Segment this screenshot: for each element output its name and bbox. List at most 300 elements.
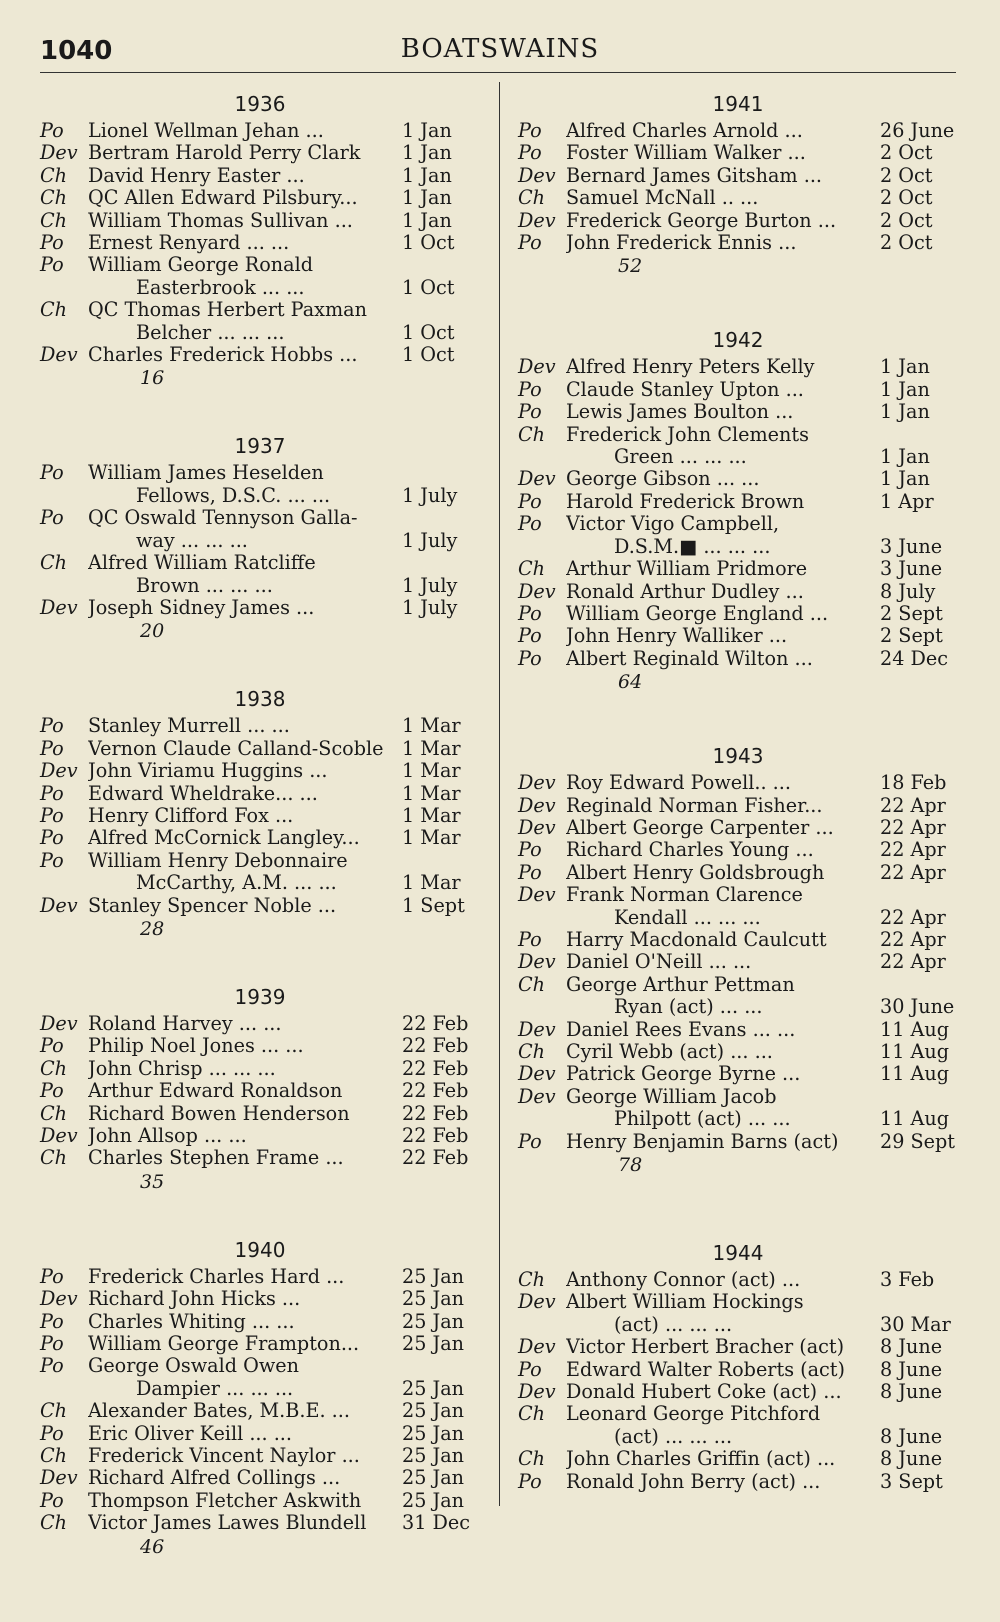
entry-row [40, 1125, 480, 1147]
entry-port: Po [518, 1357, 542, 1381]
year-heading: 1936 [234, 92, 286, 116]
entry-date: 11 Aug [880, 1062, 950, 1086]
entry-port: Dev [40, 343, 78, 367]
entry-date: 22 Apr [880, 838, 946, 862]
entry-port: Ch [40, 1146, 68, 1170]
entry-name: Vernon Claude Calland-Scoble [88, 737, 384, 760]
entry-port: Dev [518, 163, 556, 187]
entry-row [518, 1471, 958, 1493]
entry-row [40, 322, 480, 344]
entry-row [40, 783, 480, 805]
entry-name: (act) ... ... ... [614, 1313, 733, 1336]
entry-date: 3 June [880, 534, 943, 558]
entry-row [518, 974, 958, 996]
entry-row [40, 507, 480, 529]
entry-date: 1 Jan [402, 163, 452, 187]
entry-date: 3 Sept [880, 1469, 943, 1493]
year-section-1937 [40, 434, 480, 643]
entry-row [518, 1086, 958, 1108]
entry-name: way ... ... ... [136, 529, 248, 552]
entry-name: Charles Stephen Frame ... [88, 1147, 344, 1170]
entry-date: 11 Aug [880, 1107, 950, 1131]
entry-row [518, 839, 958, 861]
entry-port: Ch [40, 1444, 68, 1468]
entry-name: Henry Clifford Fox ... [88, 804, 294, 827]
entry-name: Roland Harvey ... ... [88, 1012, 282, 1035]
entry-date: 1 Sept [402, 893, 465, 917]
entry-date: 29 Sept [880, 1129, 956, 1153]
entry-date: 1 Mar [402, 759, 461, 783]
entry-port: Dev [40, 1011, 78, 1035]
entry-date: 22 Feb [402, 1011, 469, 1035]
entry-row [518, 817, 958, 839]
entry-date: 25 Jan [402, 1488, 465, 1512]
entry-row [40, 850, 480, 872]
entry-name: Victor Vigo Campbell, [566, 513, 780, 536]
entry-name: Charles Frederick Hobbs ... [88, 344, 358, 367]
entry-port: Po [518, 927, 542, 951]
entry-date: 1 Jan [880, 445, 930, 469]
entry-port: Dev [518, 771, 556, 795]
entry-row [518, 884, 958, 906]
entry-row [40, 1080, 480, 1102]
entry-port: Po [40, 781, 64, 805]
entry-row [518, 996, 958, 1018]
section-count: 64 [618, 671, 643, 694]
entry-name: Philpott (act) ... ... [614, 1108, 791, 1131]
entry-name: Lionel Wellman Jehan ... [88, 120, 324, 142]
entry-date: 8 June [880, 1335, 943, 1359]
entry-date [402, 254, 480, 276]
entry-port: Ch [40, 186, 68, 210]
entry-date [402, 1355, 480, 1377]
entry-row [518, 1269, 958, 1291]
entry-row [40, 575, 480, 597]
entry-name: Patrick George Byrne ... [566, 1063, 801, 1086]
entry-port: Po [40, 119, 64, 142]
entry-date: 1 Jan [880, 400, 930, 424]
entry-date: 30 June [880, 995, 955, 1019]
entry-row [40, 1266, 480, 1288]
entry-name: Foster William Walker ... [566, 142, 806, 165]
entry-name: QC Allen Edward Pilsbury... [88, 187, 358, 210]
entry-row [40, 120, 480, 142]
entry-date: 2 Oct [880, 208, 933, 232]
entry-port: Ch [518, 972, 546, 996]
entry-name: Edward Walter Roberts (act) [566, 1358, 846, 1381]
entry-row [40, 552, 480, 574]
entry-name: Victor James Lawes Blundell [88, 1512, 367, 1535]
entry-row [518, 625, 958, 647]
entry-row [518, 120, 958, 142]
entry-port: Po [518, 624, 542, 648]
entry-port: Po [518, 646, 542, 670]
section-gap [518, 1177, 958, 1231]
entry-row [518, 772, 958, 794]
entry-port: Po [40, 1332, 64, 1356]
section-gap [40, 643, 480, 677]
entry-port: Po [40, 253, 64, 277]
entry-date: 1 Mar [402, 871, 461, 895]
entry-row [40, 1490, 480, 1512]
entry-row [40, 530, 480, 552]
right-column [518, 82, 958, 1493]
column-divider [499, 82, 500, 1506]
entry-name: John Charles Griffin (act) ... [566, 1448, 836, 1471]
entry-date: 25 Jan [402, 1399, 465, 1423]
entry-row [40, 277, 480, 299]
entry-row [518, 1019, 958, 1041]
entry-name: John Chrisp ... ... ... [88, 1057, 276, 1080]
entry-row [518, 142, 958, 164]
entry-name: QC Oswald Tennyson Galla- [88, 507, 358, 530]
entry-port [40, 872, 88, 894]
entry-date [402, 462, 480, 484]
entry-name: Stanley Murrell ... ... [88, 715, 290, 738]
year-section-1944 [518, 1241, 958, 1493]
entry-date: 31 Dec [402, 1511, 470, 1535]
entry-row [518, 1448, 958, 1470]
section-gap [518, 278, 958, 318]
entry-row [518, 468, 958, 490]
entry-date: 1 Oct [402, 320, 455, 344]
entry-name: Claude Stanley Upton ... [566, 378, 804, 401]
entry-row [40, 597, 480, 619]
entry-row [40, 344, 480, 366]
entry-row [518, 491, 958, 513]
section-gap [518, 694, 958, 734]
entry-port: Po [40, 1421, 64, 1445]
entry-date: 1 July [402, 573, 458, 597]
year-section-1943 [518, 744, 958, 1177]
entry-date [402, 299, 480, 321]
year-heading: 1939 [234, 984, 286, 1009]
entry-name: Edward Wheldrake... ... [88, 782, 318, 805]
year-section-1941 [518, 92, 958, 278]
entry-port: Po [40, 1309, 64, 1333]
entry-row [40, 805, 480, 827]
entry-row [518, 356, 958, 378]
entry-port [518, 907, 566, 929]
entry-port: Dev [40, 893, 78, 917]
entry-port: Dev [518, 793, 556, 817]
entry-name: Henry Benjamin Barns (act) [566, 1130, 839, 1153]
section-count: 78 [618, 1154, 643, 1177]
entry-name: Roy Edward Powell.. ... [566, 772, 791, 795]
entry-row [40, 299, 480, 321]
entry-port: Ch [40, 551, 68, 575]
entry-row [518, 187, 958, 209]
entry-row [518, 862, 958, 884]
entry-name: Albert William Hockings [566, 1291, 804, 1314]
entry-port: Dev [518, 1084, 556, 1108]
entry-date: 18 Feb [880, 771, 947, 795]
section-count: 16 [140, 367, 165, 390]
entry-date: 1 Mar [402, 803, 461, 827]
entry-date: 1 Jan [402, 208, 452, 232]
entry-port: Dev [40, 595, 78, 619]
year-section-1936 [40, 92, 480, 390]
entry-row [40, 1512, 480, 1534]
entry-name: Ronald John Berry (act) ... [566, 1470, 821, 1493]
entry-row [518, 1063, 958, 1085]
entry-port: Dev [518, 1335, 556, 1359]
entry-name: Bernard James Gitsham ... [566, 164, 823, 187]
entry-port: Dev [518, 355, 556, 379]
entry-date: 22 Apr [880, 950, 946, 974]
entry-port [40, 530, 88, 552]
entry-name: David Henry Easter ... [88, 164, 305, 187]
entry-date: 25 Jan [402, 1264, 465, 1288]
entry-row [40, 1378, 480, 1400]
entry-port: Dev [40, 1124, 78, 1147]
entry-date: 1 Jan [402, 186, 452, 210]
entry-port [40, 575, 88, 597]
entry-date: 22 Feb [402, 1079, 469, 1103]
entry-name: Daniel O'Neill ... ... [566, 951, 752, 974]
entry-name: Leonard George Pitchford [566, 1403, 821, 1426]
entry-port [518, 1108, 566, 1130]
entry-date: 11 Aug [880, 1040, 950, 1063]
entry-port: Dev [518, 815, 556, 839]
page-number: 1040 [40, 36, 113, 66]
entry-name: George Oswald Owen [88, 1355, 299, 1378]
entry-date: 25 Jan [402, 1466, 465, 1490]
entry-name: Bertram Harold Perry Clark [88, 142, 361, 165]
entry-date [880, 1086, 958, 1108]
entry-name: Anthony Connor (act) ... [566, 1269, 801, 1292]
entry-date: 2 Oct [880, 163, 933, 187]
entry-date [880, 424, 958, 446]
entry-name: Fellows, D.S.C. ... ... [136, 484, 331, 507]
entry-row [40, 895, 480, 917]
entry-port: Po [40, 803, 64, 827]
year-section-1938 [40, 687, 480, 941]
entry-port: Po [40, 1488, 64, 1512]
entry-port: Ch [518, 1447, 546, 1471]
entry-row [40, 715, 480, 737]
entry-row [40, 1400, 480, 1422]
entry-name: Joseph Sidney James ... [88, 596, 315, 619]
entry-port: Ch [40, 1511, 68, 1535]
entry-name: D.S.M.■ ... ... ... [614, 535, 771, 558]
entry-row [518, 1359, 958, 1381]
entry-name: Frank Norman Clarence [566, 884, 803, 907]
entry-name: Green ... ... ... [614, 446, 747, 469]
page-header [40, 30, 960, 70]
entry-date [880, 974, 958, 996]
entry-name: William Thomas Sullivan ... [88, 209, 353, 232]
entry-port: Dev [518, 1380, 556, 1404]
entry-name: George William Jacob [566, 1085, 777, 1108]
entry-port: Po [518, 377, 542, 401]
entry-date: 25 Jan [402, 1287, 465, 1311]
entry-port: Ch [40, 298, 68, 322]
entry-name: Alfred McCornick Langley... [88, 827, 360, 850]
entry-row [40, 1467, 480, 1489]
section-gap [40, 941, 480, 975]
entry-port: Dev [518, 883, 556, 907]
entry-date: 1 Jan [880, 467, 930, 491]
year-section-1940 [40, 1238, 480, 1559]
entry-row [40, 872, 480, 894]
entry-row [40, 485, 480, 507]
entry-name: Arthur Edward Ronaldson [88, 1080, 343, 1103]
year-heading: 1938 [234, 687, 286, 712]
entry-date: 2 Sept [880, 601, 943, 625]
entry-row [518, 379, 958, 401]
entry-name: Philip Noel Jones ... ... [88, 1035, 304, 1058]
entry-port: Po [518, 601, 542, 625]
entry-port: Dev [518, 579, 556, 603]
entry-row [518, 513, 958, 535]
entry-row [40, 142, 480, 164]
entry-name: Alfred William Ratcliffe [88, 552, 316, 575]
entry-name: Albert George Carpenter ... [566, 816, 834, 839]
entry-name: Richard Bowen Henderson [88, 1102, 350, 1125]
entry-name: Ronald Arthur Dudley ... [566, 580, 804, 603]
section-count: 52 [618, 255, 643, 278]
entry-date: 1 Oct [402, 343, 455, 367]
entry-port [518, 536, 566, 558]
header-rule [40, 72, 956, 73]
entry-row [40, 1035, 480, 1057]
entry-date: 1 July [402, 483, 458, 507]
entry-port: Dev [518, 467, 556, 491]
entry-port [518, 1426, 566, 1448]
section-count: 46 [140, 1535, 165, 1558]
entry-row [518, 929, 958, 951]
entry-port: Po [518, 141, 542, 165]
entry-row [40, 1445, 480, 1467]
entry-port: Ch [40, 163, 68, 187]
entry-date: 25 Jan [402, 1332, 465, 1356]
entry-date: 1 Mar [402, 736, 461, 760]
year-section-1942 [518, 328, 958, 694]
entry-port: Po [40, 1079, 64, 1103]
entry-row [40, 210, 480, 232]
entry-date: 26 June [880, 119, 955, 142]
left-column [40, 82, 480, 1559]
entry-name: George Arthur Pettman [566, 973, 795, 996]
section-gap [40, 390, 480, 424]
entry-row [518, 648, 958, 670]
entry-row [40, 1333, 480, 1355]
entry-port [518, 446, 566, 468]
entry-port: Dev [518, 1290, 556, 1314]
entry-port: Po [40, 1034, 64, 1058]
entry-port: Po [518, 512, 542, 536]
entry-name: Albert Henry Goldsbrough [566, 861, 825, 884]
entry-name: Lewis James Boulton ... [566, 401, 794, 424]
entry-name: Dampier ... ... ... [136, 1377, 294, 1400]
section-count: 35 [140, 1170, 165, 1193]
entry-date [880, 1291, 958, 1313]
entry-name: (act) ... ... ... [614, 1425, 733, 1448]
entry-name: Kendall ... ... ... [614, 906, 761, 929]
entry-row [518, 1314, 958, 1336]
entry-port: Po [40, 714, 64, 738]
entry-port: Po [40, 1354, 64, 1378]
entry-name: William George Ronald [88, 254, 314, 277]
entry-port: Dev [40, 1287, 78, 1311]
entry-name: Frederick John Clements [566, 423, 809, 446]
entry-row [518, 1131, 958, 1153]
entry-name: Charles Whiting ... ... [88, 1310, 295, 1333]
entry-row [518, 1041, 958, 1063]
entry-port: Dev [40, 141, 78, 165]
entry-date: 22 Apr [880, 927, 946, 951]
entry-date: 8 July [880, 579, 936, 603]
entry-date: 22 Apr [880, 905, 946, 929]
entry-port: Ch [518, 1040, 546, 1063]
entry-date: 1 Jan [402, 141, 452, 165]
entry-date: 8 June [880, 1380, 943, 1404]
entry-row [518, 232, 958, 254]
entry-name: Ryan (act) ... ... [614, 996, 763, 1019]
entry-name: Harold Frederick Brown [566, 490, 805, 513]
entry-name: QC Thomas Herbert Paxman [88, 299, 367, 322]
entry-date: 8 June [880, 1447, 943, 1471]
entry-date [402, 507, 480, 529]
entry-row [518, 1336, 958, 1358]
entry-name: Harry Macdonald Caulcutt [566, 928, 827, 951]
entry-port: Po [518, 860, 542, 884]
entry-date: 25 Jan [402, 1376, 465, 1400]
entry-date [880, 1403, 958, 1425]
entry-name: Frederick Charles Hard ... [88, 1265, 345, 1288]
entry-row [40, 1058, 480, 1080]
entry-date: 1 Apr [880, 489, 934, 513]
entry-date: 1 Mar [402, 826, 461, 850]
entry-port: Ch [518, 186, 546, 210]
entry-name: Frederick Vincent Naylor ... [88, 1445, 360, 1468]
entry-row [40, 1103, 480, 1125]
entry-row [40, 1147, 480, 1169]
entry-port: Dev [518, 1017, 556, 1041]
entry-row [40, 1423, 480, 1445]
entry-row [518, 1403, 958, 1425]
entry-date: 8 June [880, 1424, 943, 1448]
entry-port: Ch [518, 557, 546, 581]
entry-name: William Henry Debonnaire [88, 849, 348, 872]
entry-name: Eric Oliver Keill ... ... [88, 1422, 293, 1445]
entry-row [40, 1288, 480, 1310]
page-title: BOATSWAINS [400, 34, 600, 64]
entry-row [518, 1291, 958, 1313]
entry-name: John Frederick Ennis ... [566, 232, 797, 255]
entry-port [40, 277, 88, 299]
entry-port [518, 996, 566, 1018]
entry-row [40, 462, 480, 484]
entry-name: Ernest Renyard ... ... [88, 232, 290, 255]
entry-name: Stanley Spencer Noble ... [88, 894, 337, 917]
entry-row [518, 1381, 958, 1403]
entry-port: Ch [518, 1402, 546, 1426]
entry-port: Po [40, 231, 64, 255]
entry-port: Po [40, 736, 64, 760]
entry-date [880, 513, 958, 535]
entry-date: 1 Jan [880, 377, 930, 401]
entry-row [518, 401, 958, 423]
entry-row [518, 581, 958, 603]
entry-name: Samuel McNall .. ... [566, 187, 759, 210]
entry-date: 3 June [880, 557, 943, 581]
entry-name: Alfred Charles Arnold ... [566, 120, 803, 142]
entry-row [518, 210, 958, 232]
entry-port: Ch [518, 422, 546, 446]
entry-row [518, 951, 958, 973]
